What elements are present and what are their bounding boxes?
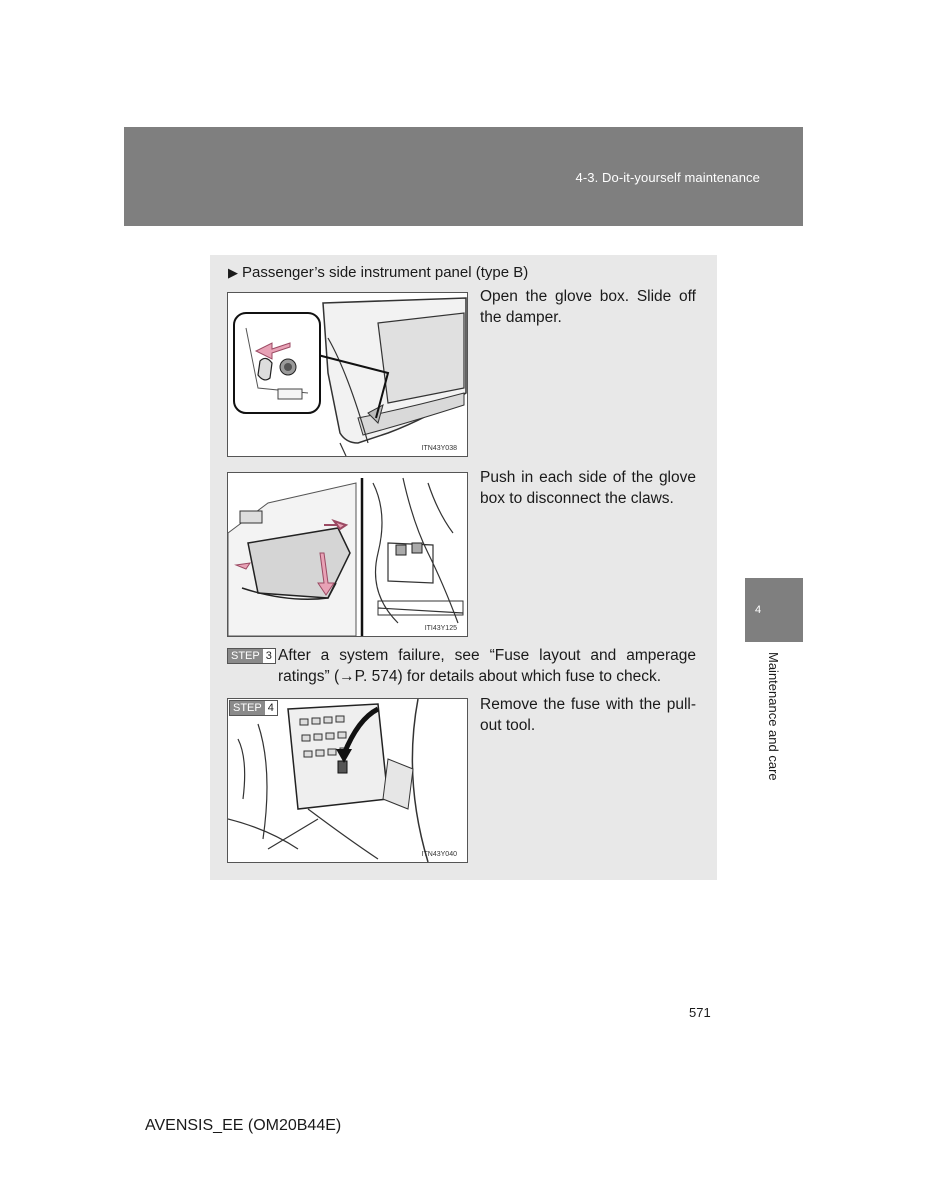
figure-code: ITN43Y040 [421,851,457,858]
header-band [124,127,803,226]
figure-caption: Push in each side of the glove box to disconnect the claws. [480,469,696,507]
figure-fuse-removal [227,698,468,863]
figure-caption: Open the glove box. Slide off the damper. [480,288,696,326]
subheading [228,264,528,281]
document-id: AVENSIS_EE (OM20B44E) [145,1117,342,1134]
section-title: 4-3. Do-it-yourself maintenance [575,170,760,185]
figure-glovebox-damper [227,292,468,457]
figure-caption: Remove the fuse with the pull-out tool. [480,696,696,734]
claws-illustration [228,473,467,636]
step-4-badge [229,700,278,716]
figure-code: ITN43Y038 [421,445,457,452]
triangle-bullet-icon: ▶ [228,265,238,280]
step-3-badge [227,648,276,664]
figure-code: ITI43Y125 [424,625,457,632]
chapter-label: Maintenance and care [766,652,781,781]
damper-illustration [228,293,467,456]
chapter-number: 4 [755,604,762,616]
step-word: STEP [230,701,265,715]
content-panel [210,255,717,880]
step-number: 4 [267,702,274,714]
chapter-tab [745,578,803,642]
step-number: 3 [265,650,272,662]
page-number: 571 [689,1005,711,1020]
subheading-text: Passenger’s side instrument panel (type B) [242,264,529,281]
step-3-text: After a system failure, see “Fuse layout and amperage ratings” (→P. 574) for details about which fuse to check. [278,647,696,685]
figure-glovebox-claws [227,472,468,637]
step-word: STEP [228,649,263,663]
fuse-illustration [228,699,467,862]
